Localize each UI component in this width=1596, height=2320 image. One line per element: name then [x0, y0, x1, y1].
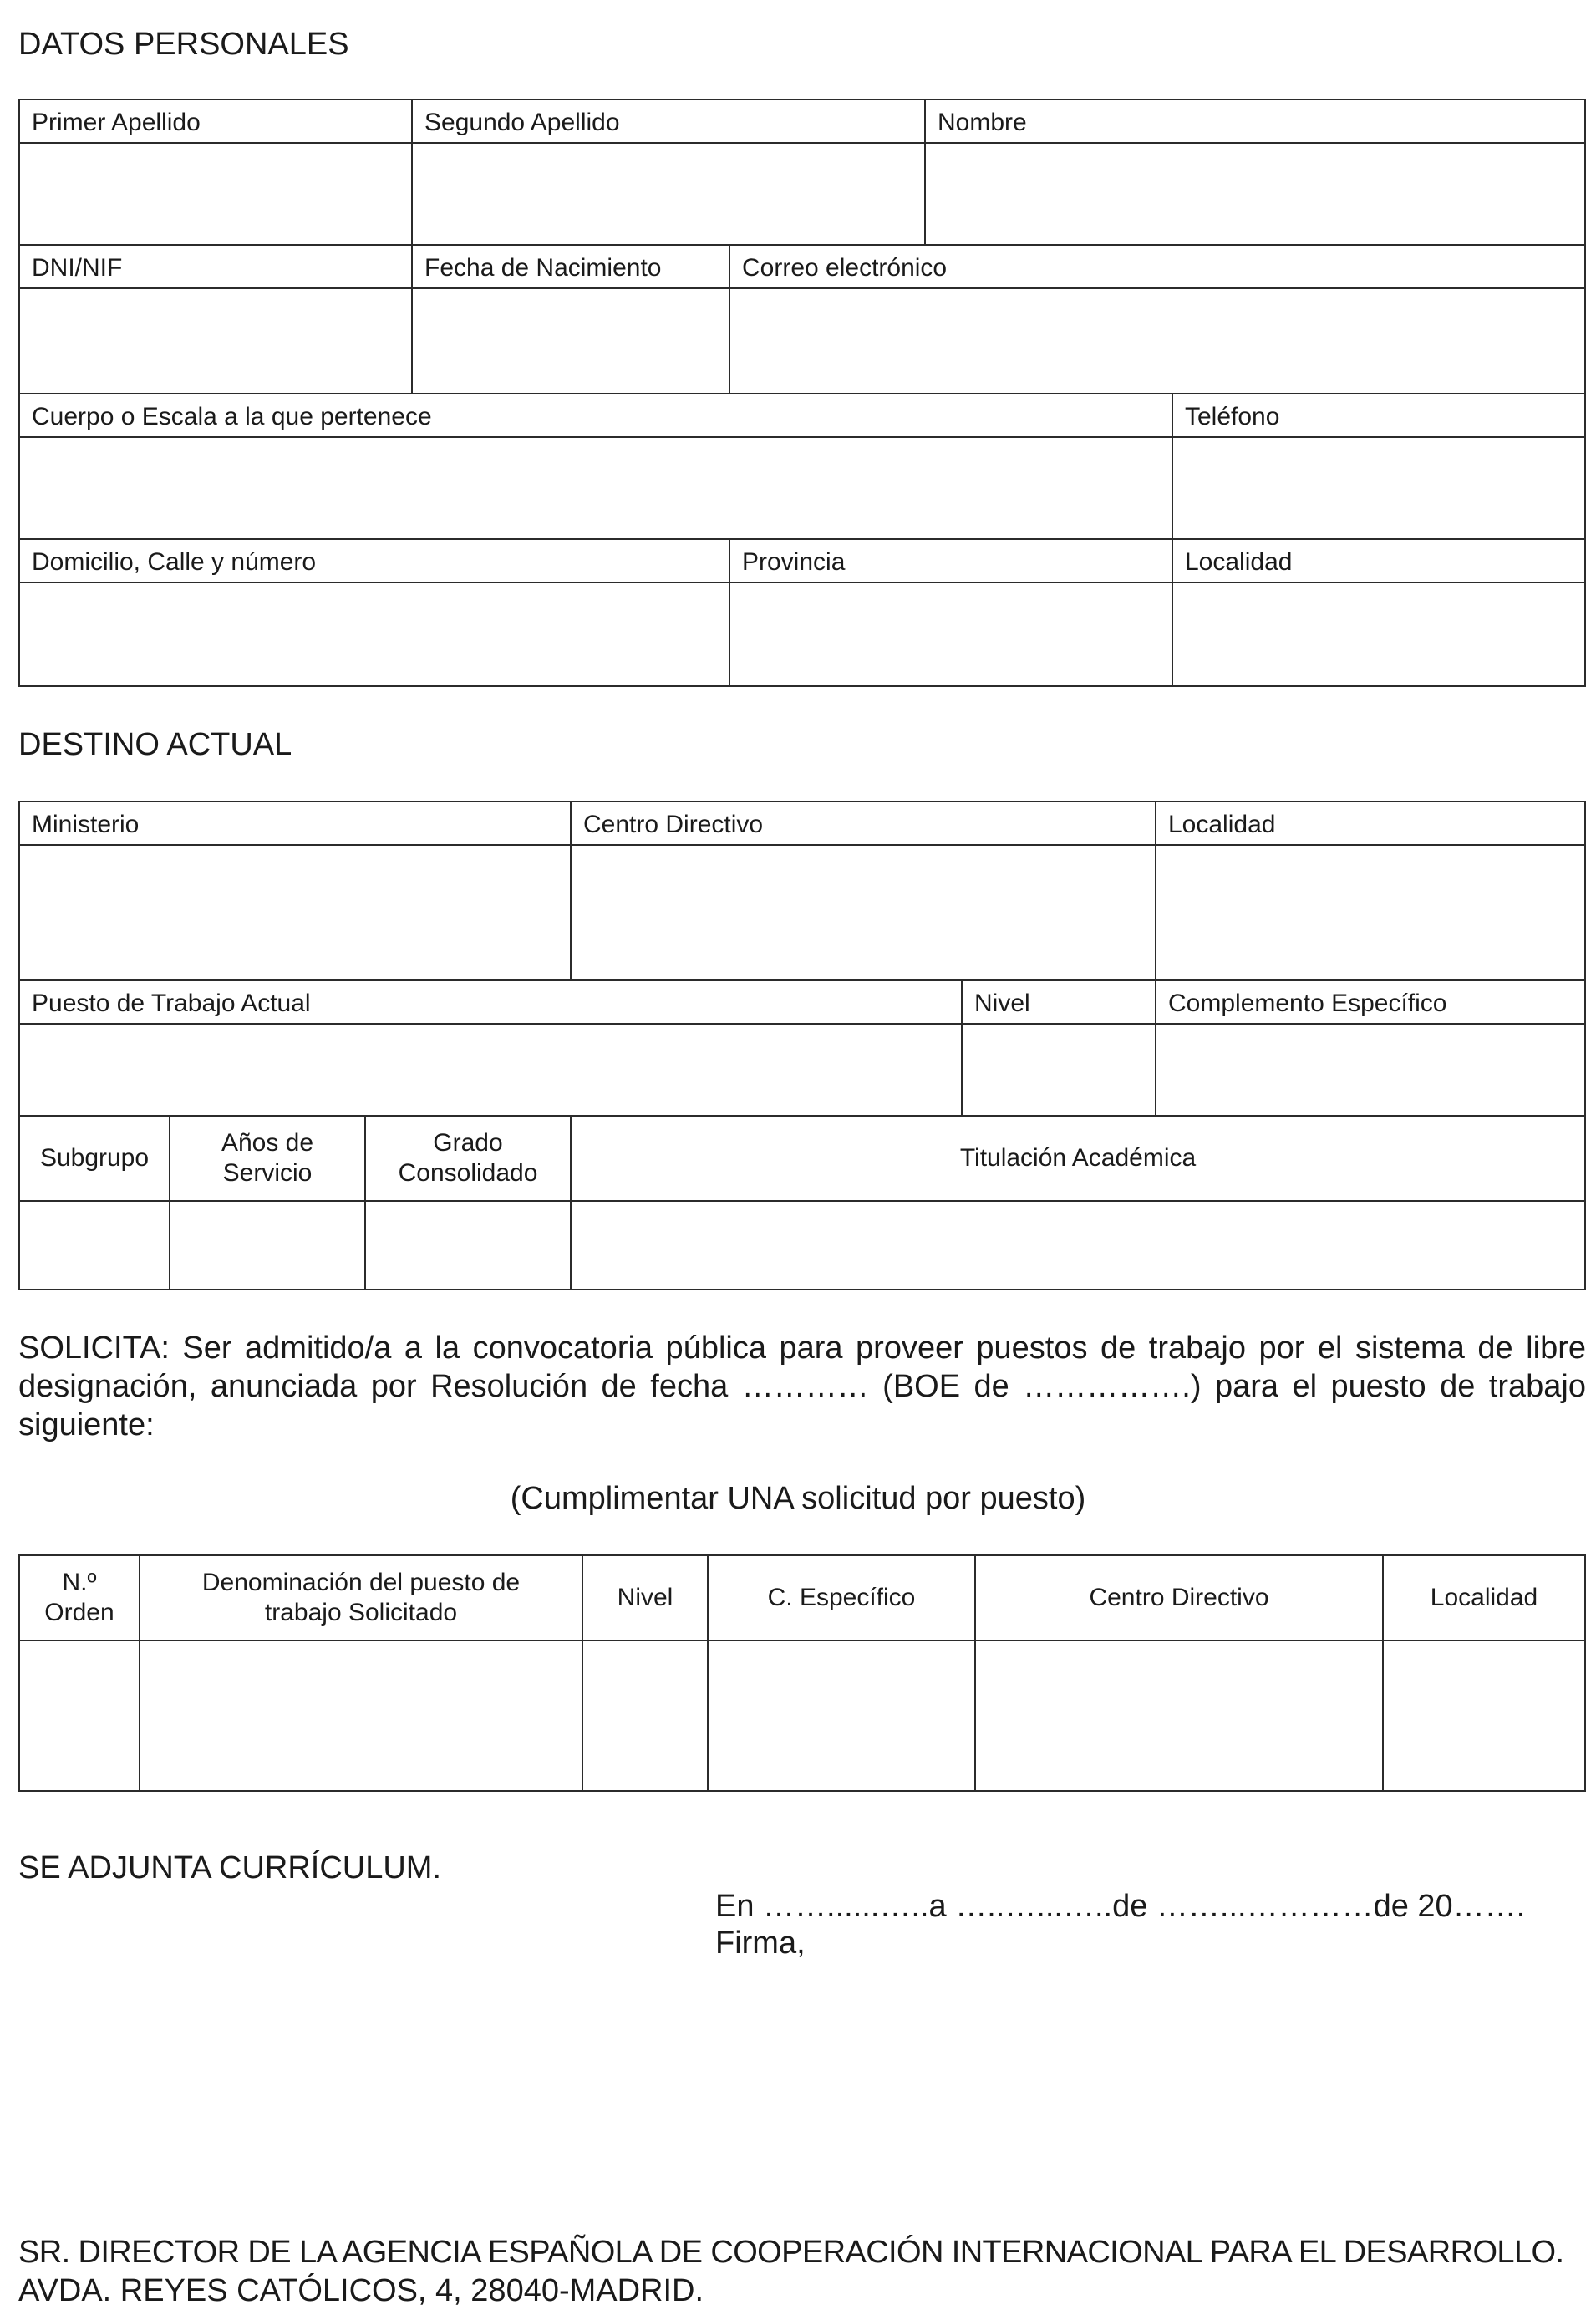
header-segundo-apellido	[411, 99, 926, 144]
fecha-line: En ……......…..a …..…...…..de ……...…………de 20…….	[715, 1889, 1526, 1924]
label-complemento: Complemento Específico	[1168, 990, 1447, 1017]
header-centro-solicitado	[974, 1554, 1384, 1641]
section-title-destino-actual: DESTINO ACTUAL	[18, 727, 292, 762]
header-centro-directivo	[570, 801, 1156, 846]
label-anos-servicio	[170, 1117, 364, 1200]
header-localidad-solicitada	[1382, 1554, 1586, 1641]
header-primer-apellido	[18, 99, 413, 144]
label-centro-directivo: Centro Directivo	[583, 811, 764, 838]
label-localidad: Localidad	[1185, 548, 1293, 576]
header-nivel-solicitado	[582, 1554, 709, 1641]
field-centro-directivo[interactable]	[570, 844, 1156, 981]
field-grado-consolidado[interactable]	[364, 1200, 572, 1290]
direccion: AVDA. REYES CATÓLICOS, 4, 28040-MADRID.	[18, 2273, 704, 2308]
field-denominacion[interactable]	[139, 1640, 583, 1792]
field-localidad-solicitada[interactable]	[1382, 1640, 1586, 1792]
label-cuerpo: Cuerpo o Escala a la que pertenece	[32, 403, 432, 430]
header-localidad	[1172, 538, 1586, 583]
label-localidad-solicitada: Localidad	[1430, 1584, 1538, 1611]
field-localidad[interactable]	[1172, 582, 1586, 687]
header-domicilio	[18, 538, 730, 583]
label-correo: Correo electrónico	[742, 254, 948, 282]
field-nombre[interactable]	[924, 142, 1586, 246]
field-anos-servicio[interactable]	[169, 1200, 366, 1290]
label-segundo-apellido: Segundo Apellido	[424, 109, 620, 136]
label-anos-line1: Años de	[221, 1129, 314, 1157]
label-telefono: Teléfono	[1185, 403, 1280, 430]
solicita-line3: siguiente:	[18, 1407, 155, 1442]
solicita-line1: SOLICITA: Ser admitido/a a la convocatoria pública para proveer puestos de trabajo por el sistema de libre	[18, 1330, 1586, 1366]
field-domicilio[interactable]	[18, 582, 730, 687]
field-primer-apellido[interactable]	[18, 142, 413, 246]
field-nivel-solicitado[interactable]	[582, 1640, 709, 1792]
header-nivel-actual	[961, 979, 1156, 1025]
header-cuerpo	[18, 393, 1173, 438]
label-grado-line2: Consolidado	[398, 1159, 538, 1187]
destinatario: SR. DIRECTOR DE LA AGENCIA ESPAÑOLA DE COOPERACIÓN INTERNACIONAL PARA EL DESARROLLO.	[18, 2235, 1564, 2270]
field-provincia[interactable]	[729, 582, 1173, 687]
field-telefono[interactable]	[1172, 436, 1586, 540]
header-destino-localidad	[1155, 801, 1586, 846]
header-anos-servicio	[169, 1115, 366, 1202]
label-especifico: C. Específico	[767, 1584, 916, 1611]
field-puesto-actual[interactable]	[18, 1023, 963, 1117]
field-segundo-apellido[interactable]	[411, 142, 926, 246]
solicita-line2: designación, anunciada por Resolución de fecha ………… (BOE de …………….) para el puesto de trabajo	[18, 1369, 1586, 1404]
field-ministerio[interactable]	[18, 844, 572, 981]
field-fecha-nacimiento[interactable]	[411, 287, 730, 394]
label-fecha-nacimiento: Fecha de Nacimiento	[424, 254, 662, 282]
field-destino-localidad[interactable]	[1155, 844, 1586, 981]
label-nivel-actual: Nivel	[974, 990, 1030, 1017]
field-titulacion[interactable]	[570, 1200, 1586, 1290]
label-grado-line1: Grado	[433, 1129, 503, 1157]
field-dni[interactable]	[18, 287, 413, 394]
field-subgrupo[interactable]	[18, 1200, 170, 1290]
label-orden	[20, 1556, 139, 1640]
label-orden-line2: Orden	[44, 1599, 114, 1626]
label-dni: DNI/NIF	[32, 254, 123, 282]
label-denominacion	[140, 1556, 582, 1640]
label-provincia: Provincia	[742, 548, 846, 576]
label-denom-line2: trabajo Solicitado	[264, 1599, 458, 1626]
field-correo[interactable]	[729, 287, 1586, 394]
label-centro-solicitado: Centro Directivo	[1089, 1584, 1269, 1611]
header-denominacion	[139, 1554, 583, 1641]
header-telefono	[1172, 393, 1586, 438]
header-titulacion	[570, 1115, 1586, 1202]
field-nivel-actual[interactable]	[961, 1023, 1156, 1117]
header-nombre	[924, 99, 1586, 144]
label-domicilio: Domicilio, Calle y número	[32, 548, 317, 576]
header-correo	[729, 244, 1586, 289]
label-puesto-actual: Puesto de Trabajo Actual	[32, 990, 311, 1017]
label-grado-consolidado	[366, 1117, 570, 1200]
field-especifico[interactable]	[707, 1640, 976, 1792]
label-orden-line1: N.º	[62, 1569, 97, 1596]
field-orden[interactable]	[18, 1640, 140, 1792]
solicita-note: (Cumplimentar UNA solicitud por puesto)	[510, 1481, 1086, 1516]
header-grado-consolidado	[364, 1115, 572, 1202]
field-centro-solicitado[interactable]	[974, 1640, 1384, 1792]
label-titulacion: Titulación Académica	[959, 1144, 1197, 1172]
label-subgrupo: Subgrupo	[39, 1144, 150, 1172]
header-provincia	[729, 538, 1173, 583]
label-denom-line1: Denominación del puesto de	[201, 1569, 521, 1596]
header-puesto-actual	[18, 979, 963, 1025]
section-title-datos-personales: DATOS PERSONALES	[18, 27, 349, 62]
label-anos-line2: Servicio	[222, 1159, 313, 1187]
header-subgrupo	[18, 1115, 170, 1202]
header-especifico	[707, 1554, 976, 1641]
label-primer-apellido: Primer Apellido	[32, 109, 201, 136]
label-nombre: Nombre	[938, 109, 1027, 136]
label-nivel-solicitado: Nivel	[617, 1584, 673, 1611]
header-ministerio	[18, 801, 572, 846]
header-orden	[18, 1554, 140, 1641]
header-dni	[18, 244, 413, 289]
label-destino-localidad: Localidad	[1168, 811, 1276, 838]
field-complemento[interactable]	[1155, 1023, 1586, 1117]
header-complemento	[1155, 979, 1586, 1025]
field-cuerpo[interactable]	[18, 436, 1173, 540]
label-ministerio: Ministerio	[32, 811, 140, 838]
header-fecha-nacimiento	[411, 244, 730, 289]
curriculum-note: SE ADJUNTA CURRÍCULUM.	[18, 1850, 442, 1885]
firma-label: Firma,	[715, 1926, 806, 1961]
